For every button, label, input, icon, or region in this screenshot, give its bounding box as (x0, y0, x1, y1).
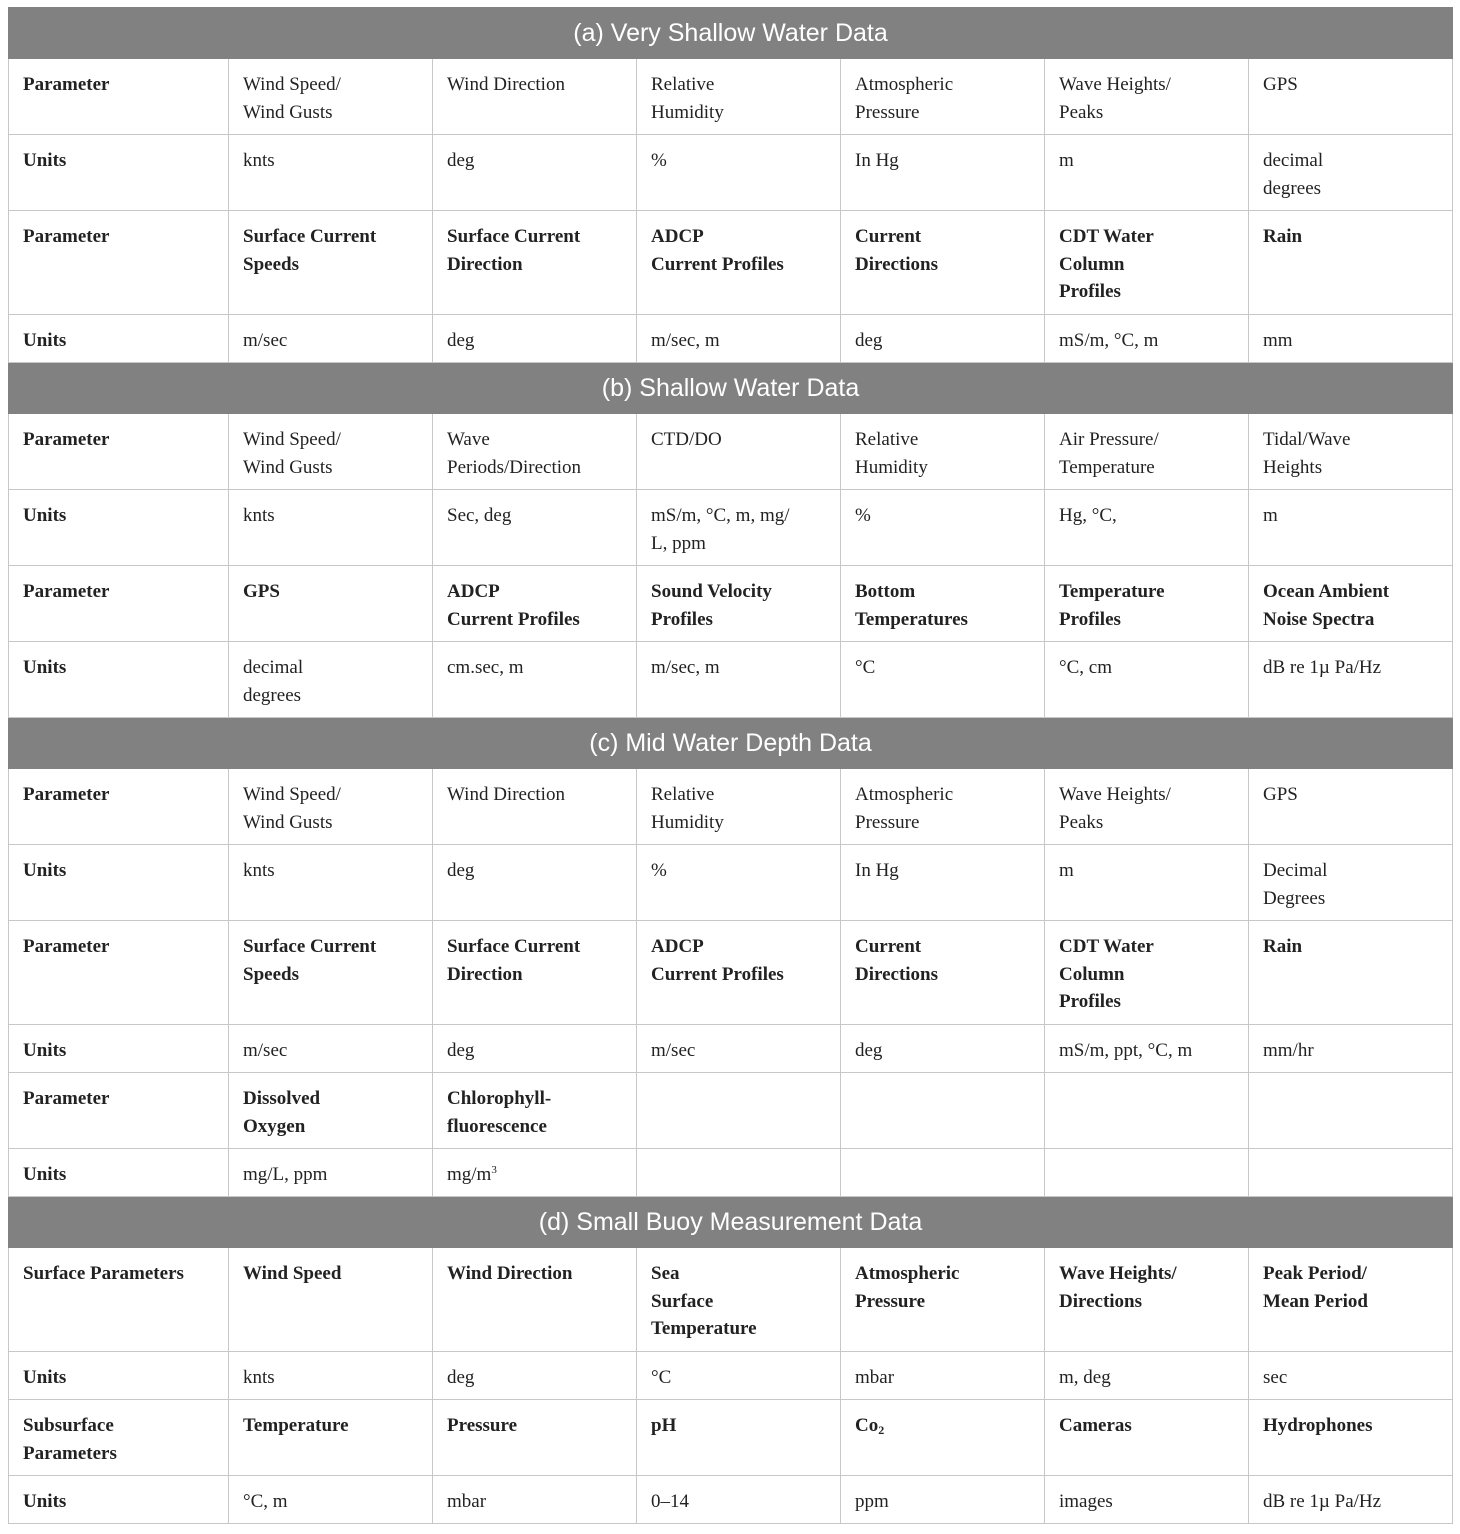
table-cell: m (1045, 135, 1249, 211)
row-label: Parameter (9, 566, 229, 642)
table-row (9, 921, 1453, 1025)
table-cell: Ocean Ambient Noise Spectra (1249, 566, 1453, 642)
table-cell: deg (433, 135, 637, 211)
table-cell: m, deg (1045, 1352, 1249, 1400)
table-row (9, 490, 1453, 566)
table-cell: Wave Heights/ Peaks (1045, 59, 1249, 135)
table-cell: m/sec, m (637, 315, 841, 363)
table-cell (841, 1400, 1045, 1476)
table-cell: deg (433, 1025, 637, 1073)
table-cell: cm.sec, m (433, 642, 637, 718)
table-cell: dB re 1µ Pa/Hz (1249, 642, 1453, 718)
table-cell: Wave Heights/ Directions (1045, 1248, 1249, 1352)
table-cell: % (637, 845, 841, 921)
table-cell: mbar (433, 1476, 637, 1524)
section-title: (b) Shallow Water Data (9, 363, 1453, 414)
table-cell: mbar (841, 1352, 1045, 1400)
table-cell: Decimal Degrees (1249, 845, 1453, 921)
table-row (9, 1149, 1453, 1197)
row-label: Units (9, 1352, 229, 1400)
table-cell: ppm (841, 1476, 1045, 1524)
table-row (9, 642, 1453, 718)
table-cell: GPS (1249, 769, 1453, 845)
table-cell: Relative Humidity (637, 769, 841, 845)
section-header-row (9, 363, 1453, 414)
table-cell: % (841, 490, 1045, 566)
section-header-row (9, 718, 1453, 769)
table-row (9, 414, 1453, 490)
table-cell: Air Pressure/ Temperature (1045, 414, 1249, 490)
row-label: Parameter (9, 921, 229, 1025)
table-cell: CDT Water Column Profiles (1045, 921, 1249, 1025)
section-title: (a) Very Shallow Water Data (9, 8, 1453, 59)
table-cell: Hydrophones (1249, 1400, 1453, 1476)
table-cell: Cameras (1045, 1400, 1249, 1476)
row-label: Units (9, 1476, 229, 1524)
section-header-row (9, 1197, 1453, 1248)
row-label: Units (9, 1025, 229, 1073)
table-cell: knts (229, 845, 433, 921)
table-cell: Sec, deg (433, 490, 637, 566)
row-label: Parameter (9, 211, 229, 315)
table-row (9, 566, 1453, 642)
row-label: Parameter (9, 1073, 229, 1149)
superscript: 3 (491, 1164, 497, 1176)
table-cell: knts (229, 1352, 433, 1400)
table-cell: Wind Speed/ Wind Gusts (229, 769, 433, 845)
subscript: 2 (878, 1423, 885, 1437)
table-cell: Wind Direction (433, 1248, 637, 1352)
table-row (9, 1400, 1453, 1476)
table-cell: Rain (1249, 211, 1453, 315)
table-cell: GPS (229, 566, 433, 642)
table-cell: Surface Current Speeds (229, 211, 433, 315)
table-cell: Chlorophyll- fluorescence (433, 1073, 637, 1149)
table-row (9, 1248, 1453, 1352)
table-row (9, 211, 1453, 315)
table-cell: CDT Water Column Profiles (1045, 211, 1249, 315)
table-cell: deg (841, 315, 1045, 363)
table-cell: Current Directions (841, 921, 1045, 1025)
row-label: Units (9, 845, 229, 921)
table-cell: Temperature Profiles (1045, 566, 1249, 642)
table-cell: Pressure (433, 1400, 637, 1476)
section-title: (c) Mid Water Depth Data (9, 718, 1453, 769)
table-cell: m/sec, m (637, 642, 841, 718)
row-label: Units (9, 490, 229, 566)
table-cell: mS/m, °C, m (1045, 315, 1249, 363)
table-cell: 0–14 (637, 1476, 841, 1524)
table-cell: decimal degrees (1249, 135, 1453, 211)
table-cell: Relative Humidity (841, 414, 1045, 490)
table-cell: Wind Speed (229, 1248, 433, 1352)
row-label: Parameter (9, 414, 229, 490)
row-label: Units (9, 135, 229, 211)
table-cell: °C, m (229, 1476, 433, 1524)
table-cell: Wind Speed/ Wind Gusts (229, 59, 433, 135)
table-cell: Temperature (229, 1400, 433, 1476)
table-row (9, 59, 1453, 135)
table-cell: Wind Direction (433, 59, 637, 135)
table-cell: °C, cm (1045, 642, 1249, 718)
table-row (9, 1073, 1453, 1149)
table-cell: Peak Period/ Mean Period (1249, 1248, 1453, 1352)
data-table-container (8, 7, 1452, 1524)
table-cell: Hg, °C, (1045, 490, 1249, 566)
table-cell (1045, 1073, 1249, 1149)
table-cell: Sound Velocity Profiles (637, 566, 841, 642)
table-cell: Wave Periods/Direction (433, 414, 637, 490)
table-cell: CTD/DO (637, 414, 841, 490)
table-row (9, 1352, 1453, 1400)
table-cell: Atmospheric Pressure (841, 1248, 1045, 1352)
table-cell: Surface Current Direction (433, 921, 637, 1025)
row-label: Surface Parameters (9, 1248, 229, 1352)
table-cell: GPS (1249, 59, 1453, 135)
table-cell: sec (1249, 1352, 1453, 1400)
table-cell: deg (433, 845, 637, 921)
table-cell (841, 1073, 1045, 1149)
table-cell: Wind Direction (433, 769, 637, 845)
table-cell: m/sec (229, 1025, 433, 1073)
table-cell: Bottom Temperatures (841, 566, 1045, 642)
section-header-row (9, 8, 1453, 59)
table-cell: Dissolved Oxygen (229, 1073, 433, 1149)
table-cell: mm (1249, 315, 1453, 363)
table-cell: Surface Current Direction (433, 211, 637, 315)
section-title: (d) Small Buoy Measurement Data (9, 1197, 1453, 1248)
table-cell: Rain (1249, 921, 1453, 1025)
table-cell: m/sec (637, 1025, 841, 1073)
table-cell: pH (637, 1400, 841, 1476)
table-cell: In Hg (841, 845, 1045, 921)
table-cell: Atmospheric Pressure (841, 769, 1045, 845)
table-cell: deg (841, 1025, 1045, 1073)
table-cell: mS/m, °C, m, mg/ L, ppm (637, 490, 841, 566)
table-cell (433, 1149, 637, 1197)
table-cell: ADCP Current Profiles (637, 211, 841, 315)
table-cell: Relative Humidity (637, 59, 841, 135)
table-cell: Atmospheric Pressure (841, 59, 1045, 135)
row-label: Units (9, 315, 229, 363)
unit-text: mg/m (447, 1164, 492, 1185)
table-cell: images (1045, 1476, 1249, 1524)
row-label: Parameter (9, 59, 229, 135)
row-label: Parameter (9, 769, 229, 845)
table-cell: Surface Current Speeds (229, 921, 433, 1025)
table-cell: deg (433, 315, 637, 363)
table-row (9, 135, 1453, 211)
table-cell: mm/hr (1249, 1025, 1453, 1073)
table-cell: knts (229, 135, 433, 211)
row-label: Subsurface Parameters (9, 1400, 229, 1476)
table-cell: Wind Speed/ Wind Gusts (229, 414, 433, 490)
measurement-table (8, 7, 1453, 1524)
table-cell: m/sec (229, 315, 433, 363)
table-cell: mS/m, ppt, °C, m (1045, 1025, 1249, 1073)
table-row (9, 1476, 1453, 1524)
table-cell (1249, 1149, 1453, 1197)
row-label: Units (9, 642, 229, 718)
table-cell: In Hg (841, 135, 1045, 211)
table-row (9, 315, 1453, 363)
table-cell: °C (841, 642, 1045, 718)
table-cell: decimal degrees (229, 642, 433, 718)
chemical-text: Co (855, 1415, 879, 1436)
table-cell: deg (433, 1352, 637, 1400)
table-cell (1045, 1149, 1249, 1197)
table-cell: ADCP Current Profiles (637, 921, 841, 1025)
table-cell (1249, 1073, 1453, 1149)
table-cell: knts (229, 490, 433, 566)
table-cell: m (1249, 490, 1453, 566)
table-cell: dB re 1µ Pa/Hz (1249, 1476, 1453, 1524)
table-cell: °C (637, 1352, 841, 1400)
table-cell (841, 1149, 1045, 1197)
table-cell: Wave Heights/ Peaks (1045, 769, 1249, 845)
table-row (9, 845, 1453, 921)
table-row (9, 769, 1453, 845)
table-cell: m (1045, 845, 1249, 921)
table-cell: Sea Surface Temperature (637, 1248, 841, 1352)
table-cell: % (637, 135, 841, 211)
table-row (9, 1025, 1453, 1073)
table-cell: mg/L, ppm (229, 1149, 433, 1197)
table-cell (637, 1073, 841, 1149)
table-cell (637, 1149, 841, 1197)
row-label: Units (9, 1149, 229, 1197)
table-cell: Current Directions (841, 211, 1045, 315)
table-cell: ADCP Current Profiles (433, 566, 637, 642)
table-cell: Tidal/Wave Heights (1249, 414, 1453, 490)
